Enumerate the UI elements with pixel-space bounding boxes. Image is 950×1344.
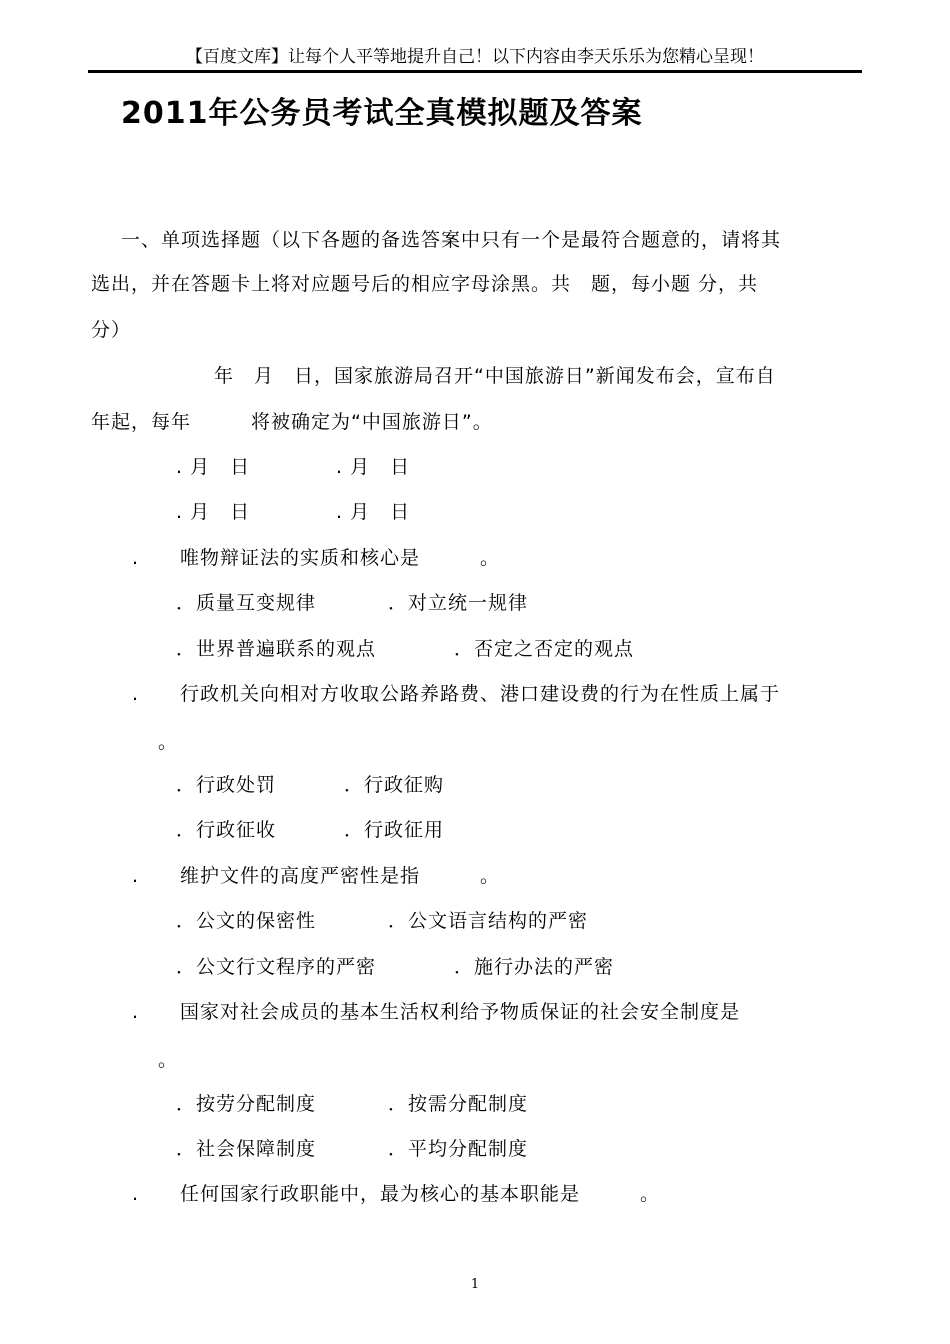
question-3-option-c: ．行政征收 xyxy=(176,819,277,841)
question-1-option-a: . 月 日 xyxy=(176,456,251,478)
question-4-option-a: ．公文的保密性 xyxy=(176,910,317,932)
question-5-stem-line-1: 国家对社会成员的基本生活权利给予物质保证的社会安全制度是 xyxy=(180,1001,741,1023)
section-heading-line-1: 一、单项选择题（以下各题的备选答案中只有一个是最符合题意的，请将其 xyxy=(121,229,782,251)
question-4-option-c: ．公文行文程序的严密 xyxy=(176,956,377,978)
question-5-option-c: ．社会保障制度 xyxy=(176,1138,317,1160)
page-number: 1 xyxy=(470,1277,480,1292)
header-rule xyxy=(88,70,862,73)
question-2-option-a: ．质量互变规律 xyxy=(176,592,317,614)
question-1-stem-line-2: 年起，每年 将被确定为“中国旅游日”。 xyxy=(91,411,493,433)
question-1-option-c: . 月 日 xyxy=(176,501,251,523)
question-2-option-c: ．世界普遍联系的观点 xyxy=(176,638,377,660)
question-1-stem-line-1: 年 月 日，国家旅游局召开“中国旅游日”新闻发布会，宣布自 xyxy=(214,365,776,387)
question-2-option-d: ．否定之否定的观点 xyxy=(454,638,635,660)
section-heading-line-3: 分） xyxy=(91,319,132,341)
question-4-stem: 维护文件的高度严密性是指 。 xyxy=(180,865,501,887)
question-3-number: . xyxy=(132,683,140,705)
question-5-option-a: ．按劳分配制度 xyxy=(176,1093,317,1115)
question-4-option-d: ．施行办法的严密 xyxy=(454,956,615,978)
question-4-option-b: ．公文语言结构的严密 xyxy=(388,910,589,932)
question-5-option-b: ．按需分配制度 xyxy=(388,1093,529,1115)
question-5-number: . xyxy=(132,1001,140,1023)
question-2-option-b: ．对立统一规律 xyxy=(388,592,529,614)
question-6-stem: 任何国家行政职能中，最为核心的基本职能是 。 xyxy=(180,1183,661,1205)
question-5-option-d: ．平均分配制度 xyxy=(388,1138,529,1160)
question-3-stem-line-2: 。 xyxy=(158,731,179,753)
question-3-option-d: ．行政征用 xyxy=(344,819,445,841)
question-3-stem-line-1: 行政机关向相对方收取公路养路费、港口建设费的行为在性质上属于 xyxy=(180,683,781,705)
question-2-stem: 唯物辩证法的实质和核心是 。 xyxy=(180,547,501,569)
question-1-option-d: . 月 日 xyxy=(336,501,411,523)
question-3-option-a: ．行政处罚 xyxy=(176,774,277,796)
question-2-number: . xyxy=(132,547,140,569)
question-1-option-b: . 月 日 xyxy=(336,456,411,478)
question-3-option-b: ．行政征购 xyxy=(344,774,445,796)
question-6-number: . xyxy=(132,1183,140,1205)
document-title: 2011年公务员考试全真模拟题及答案 xyxy=(121,96,643,131)
question-4-number: . xyxy=(132,865,140,887)
question-5-stem-line-2: 。 xyxy=(158,1049,179,1071)
document-header: 【百度文库】让每个人平等地提升自己！以下内容由李天乐乐为您精心呈现！ xyxy=(186,47,764,67)
section-heading-line-2: 选出，并在答题卡上将对应题号后的相应字母涂黑。共 题，每小题 分，共 xyxy=(91,273,759,295)
